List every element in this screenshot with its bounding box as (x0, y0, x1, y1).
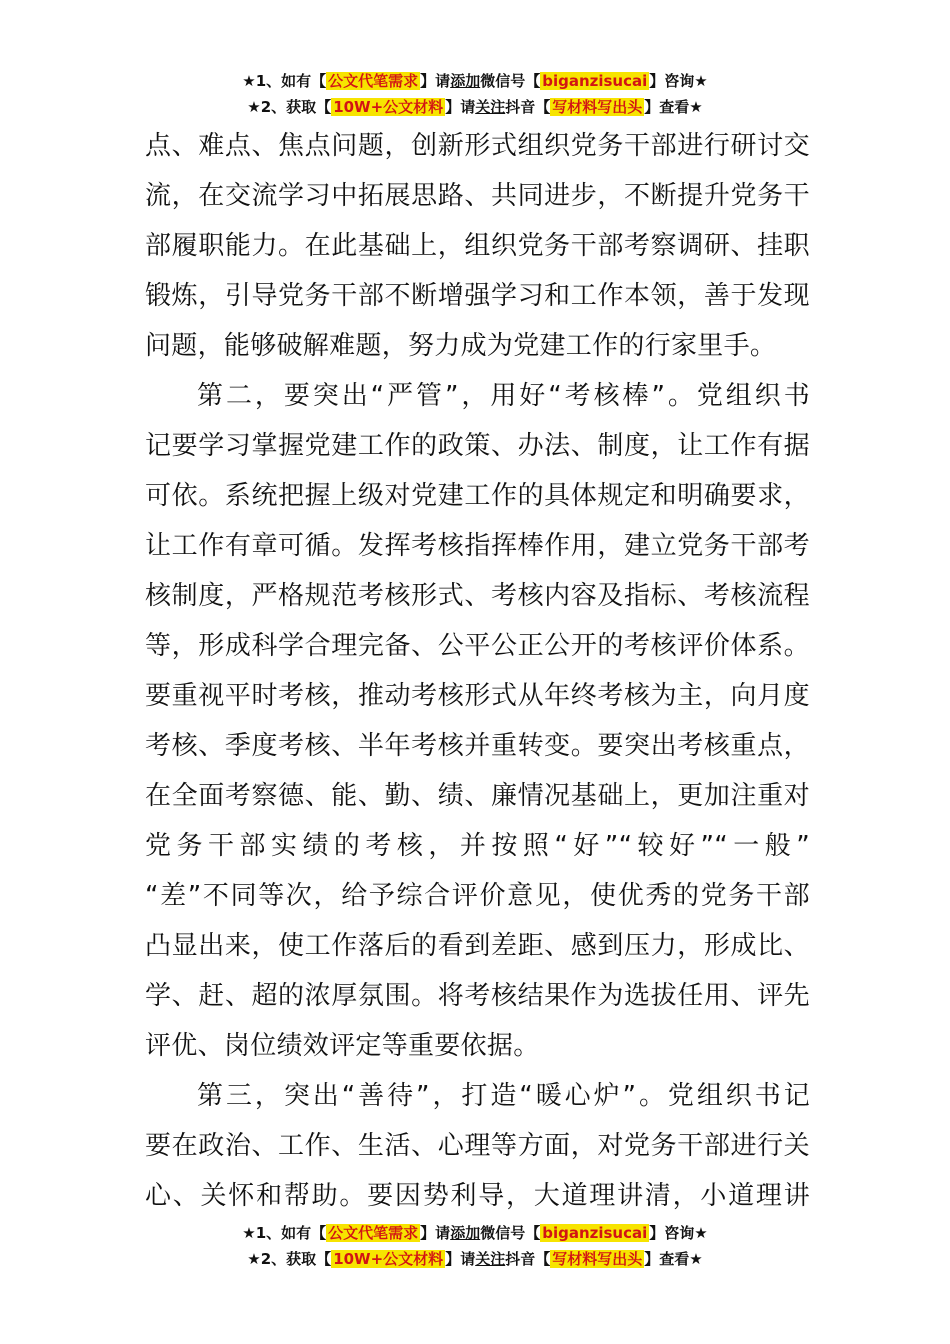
promo-line-1-mid: 】请 (420, 1224, 451, 1242)
promo-line-1 (0, 1220, 950, 1246)
text-line: 等，形成科学合理完备、公平公正公开的考核评价体系。 (145, 631, 810, 661)
promo-douyin-label: 抖音【 (505, 98, 551, 116)
text-line: 评优、岗位绩效评定等重要依据。 (145, 1031, 540, 1061)
promo-line-1-prefix: ★1、如有【 (242, 1224, 327, 1242)
text-line: 核制度，严格规范考核形式、考核内容及指标、考核流程 (145, 581, 810, 611)
promo-materials-highlight: 10W+公文材料 (333, 1250, 444, 1268)
promo-line-2 (0, 94, 950, 120)
text-line: 要在政治、工作、生活、心理等方面，对党务干部进行关 (145, 1131, 810, 1161)
promo-douyin-label: 抖音【 (505, 1250, 551, 1268)
promo-line-1-suffix: 】咨询★ (649, 72, 708, 90)
text-line: 要重视平时考核，推动考核形式从年终考核为主，向月度 (145, 681, 810, 711)
promo-wechat-id-highlight: biganzisucai (542, 1224, 648, 1242)
text-line: 流，在交流学习中拓展思路、共同进步，不断提升党务干 (145, 181, 810, 211)
promo-wechat-label: 微信号【 (480, 72, 541, 90)
text-line: 心、关怀和帮助。要因势利导，大道理讲清，小道理讲 (145, 1181, 810, 1211)
promo-add-underlined: 添加 (450, 1224, 481, 1242)
text-line: 可依。系统把握上级对党建工作的具体规定和明确要求， (145, 481, 810, 511)
paragraph-start-line: 第三，突出“善待”，打造“暖心炉”。党组织书记 (197, 1081, 810, 1111)
promo-line-2-prefix: ★2、获取【 (247, 1250, 332, 1268)
bottom-promo-banner (0, 1220, 950, 1272)
promo-line-1-suffix: 】咨询★ (649, 1224, 708, 1242)
text-line: 部履职能力。在此基础上，组织党务干部考察调研、挂职 (145, 231, 810, 261)
promo-follow-underlined: 关注 (475, 1250, 506, 1268)
promo-materials-highlight: 10W+公文材料 (333, 98, 444, 116)
promo-add-underlined: 添加 (450, 72, 481, 90)
promo-wechat-label: 微信号【 (480, 1224, 541, 1242)
promo-line-2-mid: 】请 (445, 98, 476, 116)
text-line: 让工作有章可循。发挥考核指挥棒作用，建立党务干部考 (145, 531, 810, 561)
promo-service-highlight: 公文代笔需求 (328, 1224, 419, 1242)
text-line: 点、难点、焦点问题，创新形式组织党务干部进行研讨交 (145, 131, 810, 161)
top-promo-banner (0, 68, 950, 120)
text-line: 凸显出来，使工作落后的看到差距、感到压力，形成比、 (145, 931, 810, 961)
paragraph-start-line: 第二，要突出“严管”，用好“考核棒”。党组织书 (197, 381, 810, 411)
text-line: “差”不同等次，给予综合评价意见，使优秀的党务干部 (145, 881, 810, 911)
text-line: 在全面考察德、能、勤、绩、廉情况基础上，更加注重对 (145, 781, 810, 811)
text-line: 问题，能够破解难题，努力成为党建工作的行家里手。 (145, 331, 777, 361)
promo-line-2-suffix: 】查看★ (644, 1250, 703, 1268)
text-line: 考核、季度考核、半年考核并重转变。要突出考核重点， (145, 731, 810, 761)
text-line: 党务干部实绩的考核，并按照“好”“较好”“一般” (145, 831, 810, 861)
promo-douyin-account-highlight: 写材料写出头 (552, 98, 643, 116)
document-body (145, 121, 810, 1221)
promo-line-2-prefix: ★2、获取【 (247, 98, 332, 116)
promo-line-1-mid: 】请 (420, 72, 451, 90)
promo-follow-underlined: 关注 (475, 98, 506, 116)
promo-line-2-mid: 】请 (445, 1250, 476, 1268)
text-line: 学、赶、超的浓厚氛围。将考核结果作为选拔任用、评先 (145, 981, 810, 1011)
promo-douyin-account-highlight: 写材料写出头 (552, 1250, 643, 1268)
promo-service-highlight: 公文代笔需求 (328, 72, 419, 90)
text-line: 锻炼，引导党务干部不断增强学习和工作本领，善于发现 (145, 281, 810, 311)
text-line: 记要学习掌握党建工作的政策、办法、制度，让工作有据 (145, 431, 810, 461)
promo-wechat-id-highlight: biganzisucai (542, 72, 648, 90)
promo-line-1 (0, 68, 950, 94)
promo-line-2-suffix: 】查看★ (644, 98, 703, 116)
promo-line-2 (0, 1246, 950, 1272)
promo-line-1-prefix: ★1、如有【 (242, 72, 327, 90)
